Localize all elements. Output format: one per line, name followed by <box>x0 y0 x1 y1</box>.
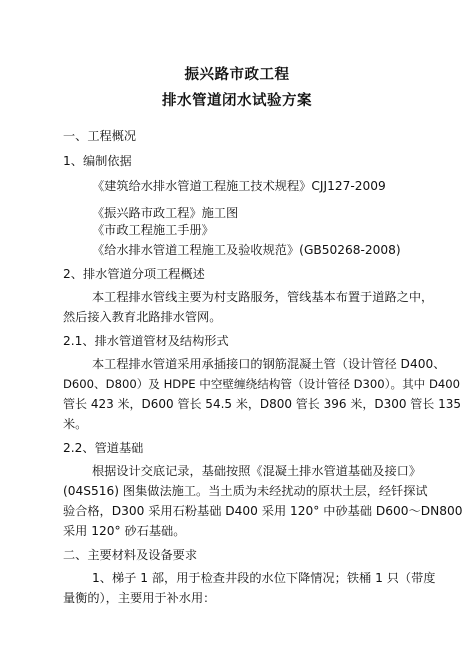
paragraph-line: (04S516) 图集做法施工。当土质为未经扰动的原状土层，经钎探试 <box>63 484 428 498</box>
subsection-heading-foundation: 2.2、管道基础 <box>63 441 144 455</box>
document-subtitle: 排水管道闭水试验方案 <box>162 93 312 109</box>
paragraph-line: 然后接入教育北路排水管网。 <box>63 310 222 324</box>
reference-item: 《给水排水管道工程施工及验收规范》(GB50268-2008) <box>92 243 401 257</box>
paragraph-line: 本工程排水管道采用承插接口的钢筋混凝土管（设计管径 D400、 <box>92 357 446 371</box>
reference-item: 《市政工程施工手册》 <box>92 223 214 237</box>
paragraph-line: 采用 120° 砂石基础。 <box>63 524 186 538</box>
paragraph-line: 本工程排水管线主要为村支路服务，管线基本布置于道路之中， <box>92 290 434 304</box>
section-heading-overview: 一、工程概况 <box>63 129 137 143</box>
paragraph-line: 验合格，D300 采用石粉基础 D400 采用 120° 中砂基础 D600～DN800 <box>63 504 463 518</box>
subsection-heading-materials: 2.1、排水管道管材及结构形式 <box>63 334 229 348</box>
reference-item: 《振兴路市政工程》施工图 <box>92 206 239 220</box>
paragraph-line: 米。 <box>63 417 88 431</box>
paragraph-line: 根据设计交底记录，基础按照《混凝土排水管道基础及接口》 <box>92 464 422 478</box>
subsection-heading-overview: 2、排水管道分项工程概述 <box>63 267 205 281</box>
paragraph-line: D600、D800）及 HDPE 中空壁缠绕结构管（设计管径 D300）。其中 D400 <box>63 377 461 391</box>
reference-item: 《建筑给水排水管道工程施工技术规程》CJJ127-2009 <box>92 179 386 193</box>
paragraph-line: 1、梯子 1 部，用于检查井段的水位下降情况；铁桶 1 只（带度 <box>92 571 436 585</box>
paragraph-line: 量衡的），主要用于补水用： <box>63 591 216 605</box>
document-title: 振兴路市政工程 <box>184 67 290 83</box>
subsection-heading-basis: 1、编制依据 <box>63 154 132 168</box>
section-heading-materials: 二、主要材料及设备要求 <box>63 548 198 562</box>
paragraph-line: 管长 423 米，D600 管长 54.5 米，D800 管长 396 米，D300 管长 135 <box>63 397 462 411</box>
